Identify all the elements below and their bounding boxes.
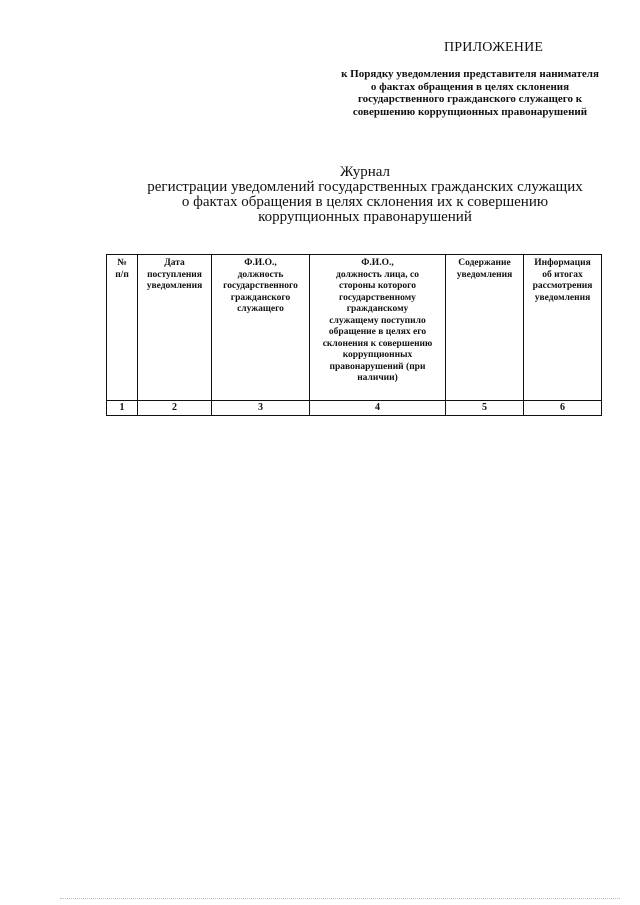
table-number-row xyxy=(107,401,602,416)
header-date: Дата поступления уведомления xyxy=(138,255,212,401)
header-results: Информация об итогах рассмотрения уведомления xyxy=(524,255,602,401)
journal-title-line: о фактах обращения в целях склонения их к совершению xyxy=(181,194,549,210)
scan-artifact-line xyxy=(60,896,620,899)
column-number-cell: 1 xyxy=(107,401,138,416)
header-employee: Ф.И.О., должность государственного гражданского служащего xyxy=(212,255,310,401)
journal-title-line: коррупционных правонарушений xyxy=(258,209,472,225)
column-number-cell: 3 xyxy=(212,401,310,416)
journal-table xyxy=(106,254,602,416)
column-number-cell: 4 xyxy=(310,401,446,416)
table-header-row xyxy=(107,255,602,401)
journal-title xyxy=(120,165,610,225)
journal-title-line: регистрации уведомлений государственных гражданских служащих xyxy=(147,179,583,195)
column-number-cell: 2 xyxy=(138,401,212,416)
appendix-subtitle-line: о фактах обращения в целях склонения xyxy=(370,80,570,93)
column-number-cell: 5 xyxy=(446,401,524,416)
appendix-subtitle-line: совершению коррупционных правонарушений xyxy=(352,105,588,118)
column-number-cell: 6 xyxy=(524,401,602,416)
header-person: Ф.И.О., должность лица, со стороны которого государственному гражданскому служащему поступило обращение в целях его склонения к совершению коррупционных правонарушений (при наличии) xyxy=(310,255,446,401)
header-number: № п/п xyxy=(107,255,138,401)
appendix-subtitle xyxy=(330,68,610,118)
appendix-subtitle-line: государственного гражданского служащего к xyxy=(357,93,583,105)
appendix-subtitle-line: к Порядку уведомления представителя нанимателя xyxy=(341,68,599,80)
journal-title-line: Журнал xyxy=(339,164,390,180)
appendix-title: ПРИЛОЖЕНИЕ xyxy=(444,40,544,55)
header-content: Содержание уведомления xyxy=(446,255,524,401)
